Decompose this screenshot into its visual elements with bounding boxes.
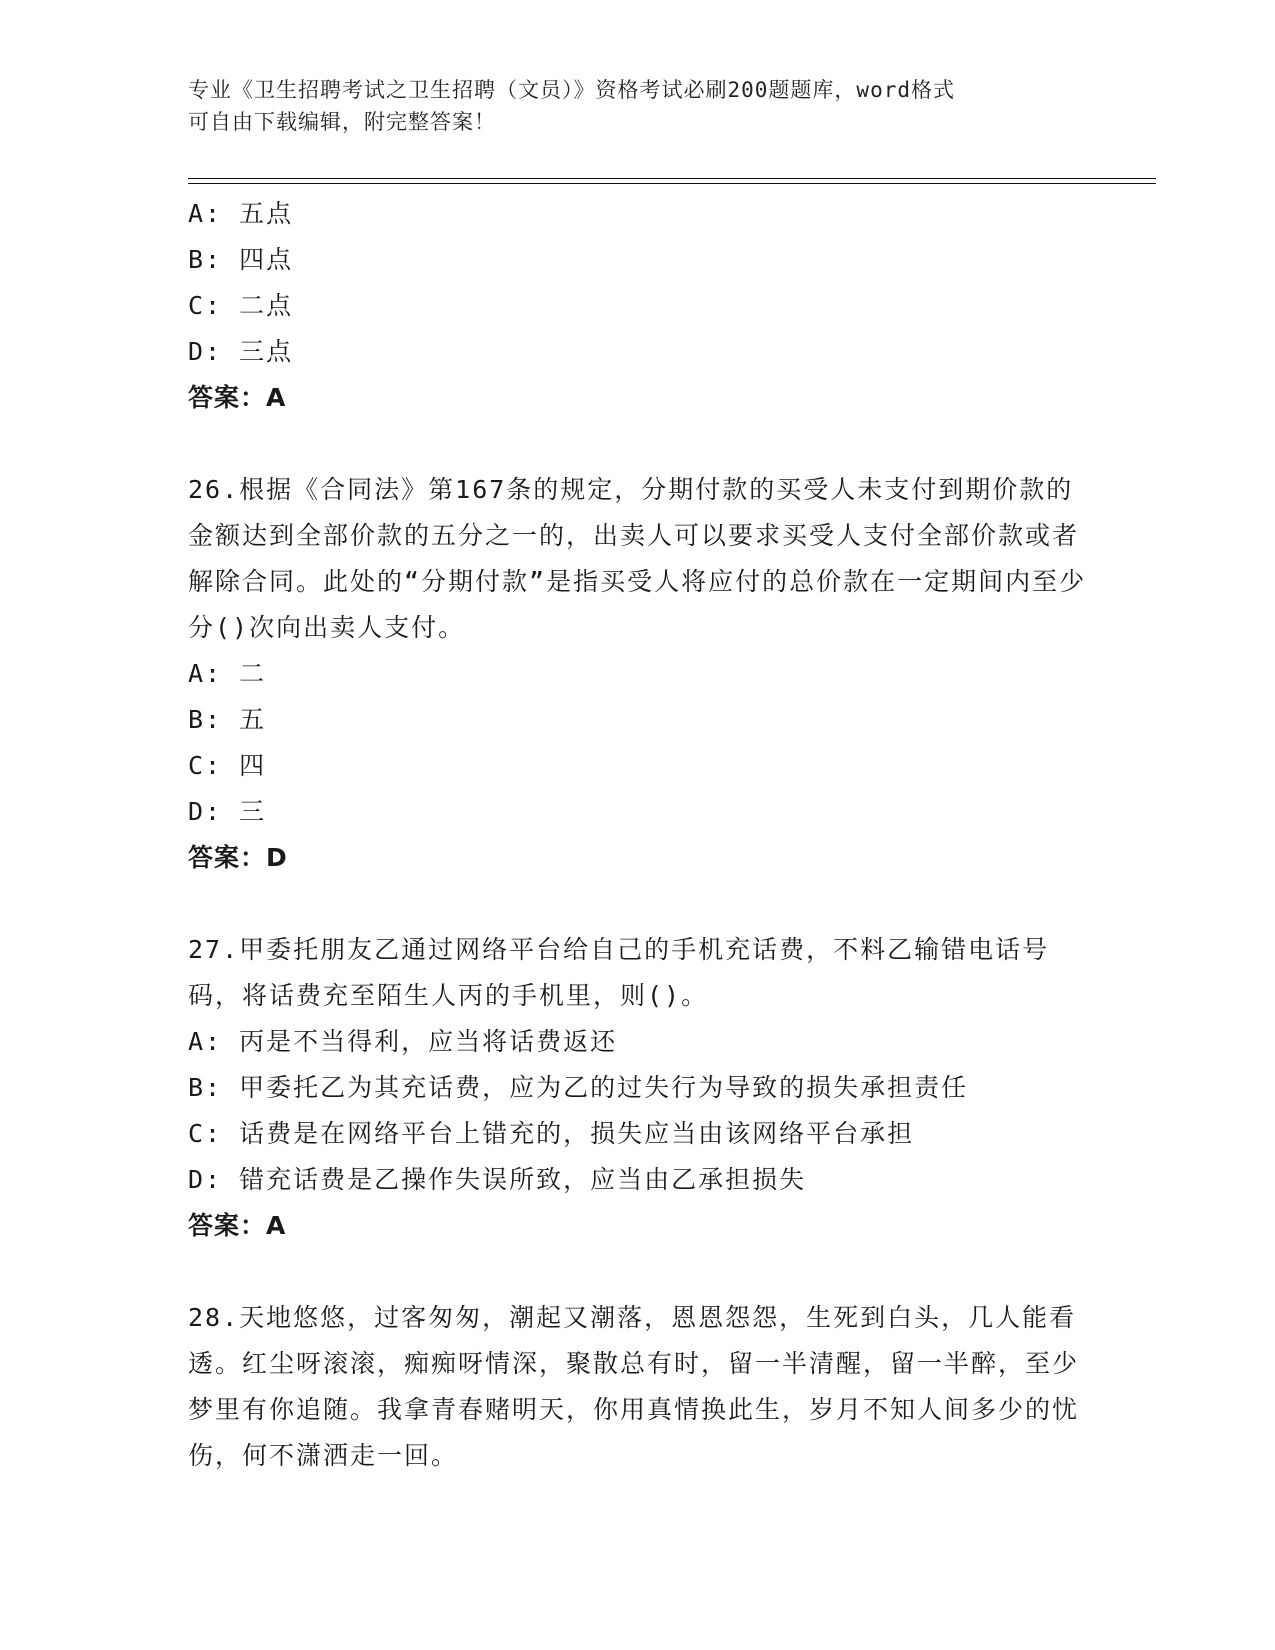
- option-b: B: 甲委托乙为其充话费，应为乙的过失行为导致的损失承担责任: [188, 1073, 969, 1102]
- option-d: D: 三点: [188, 337, 294, 366]
- question-28: [188, 1295, 1088, 1479]
- question-text: 27.甲委托朋友乙通过网络平台给自己的手机充话费，不料乙输错电话号码，将话费充至陌生人丙的手机里，则()。: [188, 935, 1050, 1010]
- question-text: 28.天地悠悠，过客匆匆，潮起又潮落，恩恩怨怨，生死到白头，几人能看透。红尘呀滚滚，痴痴呀情深，聚散总有时，留一半清醒，留一半醉，至少梦里有你追随。我拿青春赌明天，你用真情换此生，岁月不知人间多少的忧伤，何不潇洒走一回。: [188, 1303, 1080, 1470]
- header-rule-bottom: [188, 183, 1156, 184]
- option-d: D: 三: [188, 797, 267, 826]
- question-list: [188, 191, 1088, 1479]
- header-line-2: 可自由下载编辑，附完整答案！: [188, 110, 496, 134]
- option-c: C: 四: [188, 751, 267, 780]
- header-line-1: 专业《卫生招聘考试之卫生招聘（文员）》资格考试必刷200题题库，word格式: [188, 78, 955, 102]
- question-25: [188, 191, 1088, 421]
- page-header: [188, 74, 1068, 138]
- option-a: A: 二: [188, 659, 267, 688]
- question-27: [188, 927, 1088, 1249]
- question-text: 26.根据《合同法》第167条的规定，分期付款的买受人未支付到期价款的金额达到全部价款的五分之一的，出卖人可以要求买受人支付全部价款或者解除合同。此处的“分期付款”是指买受人将应付的总价款在一定期间内至少分()次向出卖人支付。: [188, 475, 1087, 642]
- option-c: C: 二点: [188, 291, 294, 320]
- question-26: [188, 467, 1088, 881]
- answer: 答案：D: [188, 843, 288, 872]
- option-d: D: 错充话费是乙操作失误所致，应当由乙承担损失: [188, 1165, 807, 1194]
- option-b: B: 四点: [188, 245, 294, 274]
- header-rule-top: [188, 178, 1156, 179]
- answer: 答案：A: [188, 383, 287, 412]
- option-b: B: 五: [188, 705, 267, 734]
- answer: 答案：A: [188, 1211, 287, 1240]
- option-a: A: 五点: [188, 199, 294, 228]
- option-a: A: 丙是不当得利，应当将话费返还: [188, 1027, 618, 1056]
- option-c: C: 话费是在网络平台上错充的，损失应当由该网络平台承担: [188, 1119, 915, 1148]
